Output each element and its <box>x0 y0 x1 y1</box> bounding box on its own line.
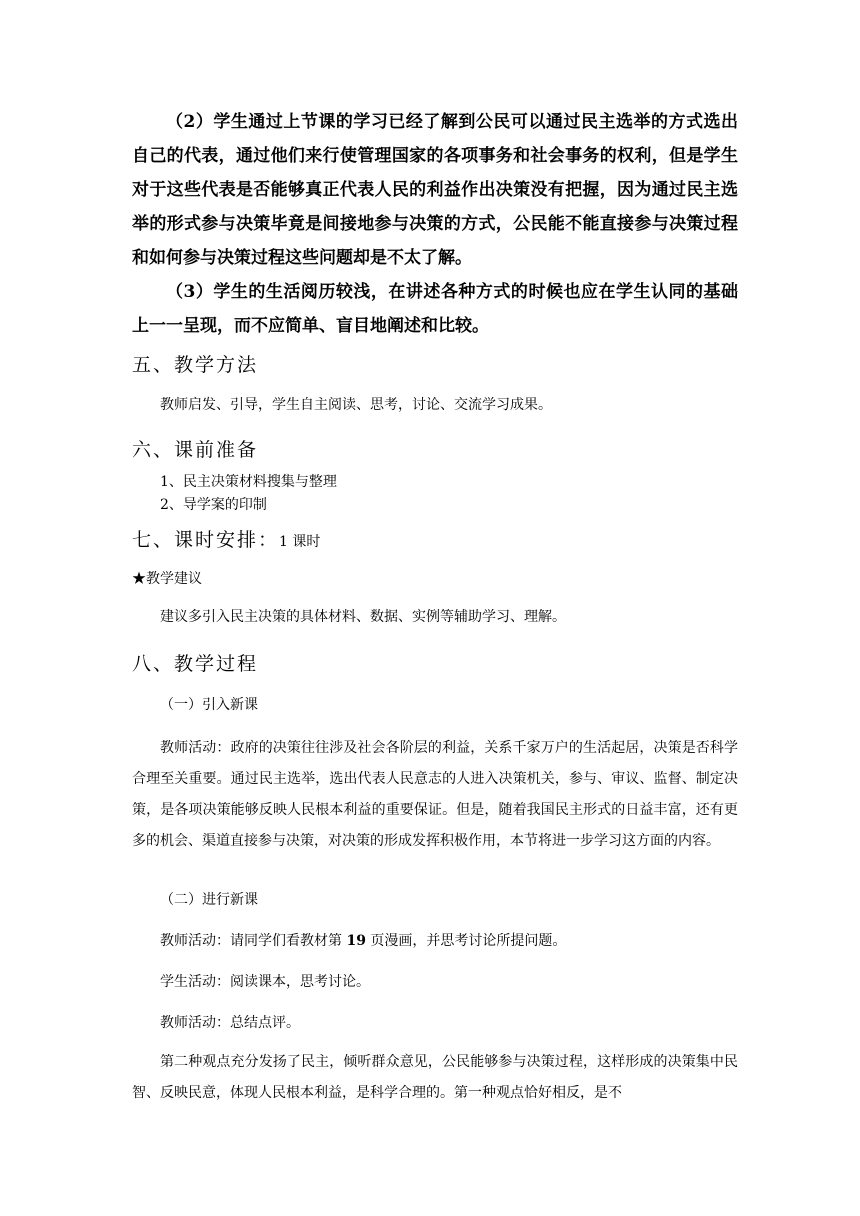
heading-preparation: 六、课前准备 <box>132 439 259 461</box>
student-activity-1: 学生活动：阅读课本，思考讨论。 <box>160 974 370 990</box>
subheading-intro: （一）引入新课 <box>160 697 258 713</box>
paragraph-point-2: （2）学生通过上节课的学习已经了解到公民可以通过民主选举的方式选出自己的代表，通过他们来行使管理国家的各项事务和社会事务的权利，但是学生对于这些代表是否能够真正代表人民的利益作出决策没有把握，因为通过民主选举的形式参与决策毕竟是间接地参与决策的方式，公民能不能直接参与决策过程和如何参与决策过程这些问题却是不太了解。 <box>132 112 738 268</box>
teacher-activity-2: 教师活动：总结点评。 <box>160 1015 300 1031</box>
heading-teaching-process: 八、教学过程 <box>132 653 259 675</box>
preparation-item-1: 1、民主决策材料搜集与整理 <box>160 474 337 490</box>
teacher-activity-1: 教师活动：请同学们看教材第 19 页漫画，并思考讨论所提问题。 <box>160 933 567 949</box>
schedule-label: 七、课时安排： <box>132 529 280 551</box>
heading-schedule <box>132 527 320 555</box>
preparation-item-2: 2、导学案的印制 <box>160 497 267 513</box>
heading-teaching-method: 五、教学方法 <box>132 354 259 376</box>
suggestion-text: 建议多引入民主决策的具体材料、数据、实例等辅助学习、理解。 <box>160 609 566 625</box>
subheading-new-lesson: （二）进行新课 <box>160 892 258 908</box>
conclusion-paragraph: 第二种观点充分发扬了民主，倾听群众意见，公民能够参与决策过程，这样形成的决策集中民智、反映民意，体现人民根本利益，是科学合理的。第一种观点恰好相反，是不 <box>132 1054 738 1101</box>
teaching-method-text: 教师启发、引导，学生自主阅读、思考，讨论、交流学习成果。 <box>160 397 552 413</box>
intro-paragraph: 教师活动：政府的决策往往涉及社会各阶层的利益，关系千家万户的生活起居，决策是否科学合理至关重要。通过民主选举，选出代表人民意志的人进入决策机关，参与、审议、监督、制定决策，是各项决策能够反映人民根本利益的重要保证。但是，随着我国民主形式的日益丰富，还有更多的机会、渠道直接参与决策，对决策的形成发挥积极作用，本节将进一步学习这方面的内容。 <box>132 740 738 849</box>
schedule-value: 1 课时 <box>279 534 321 550</box>
suggestion-label: ★教学建议 <box>132 571 202 587</box>
paragraph-point-3: （3）学生的生活阅历较浅，在讲述各种方式的时候也应在学生认同的基础上一一呈现，而不应简单、盲目地阐述和比较。 <box>132 282 738 336</box>
page-number: 19 <box>346 933 366 949</box>
